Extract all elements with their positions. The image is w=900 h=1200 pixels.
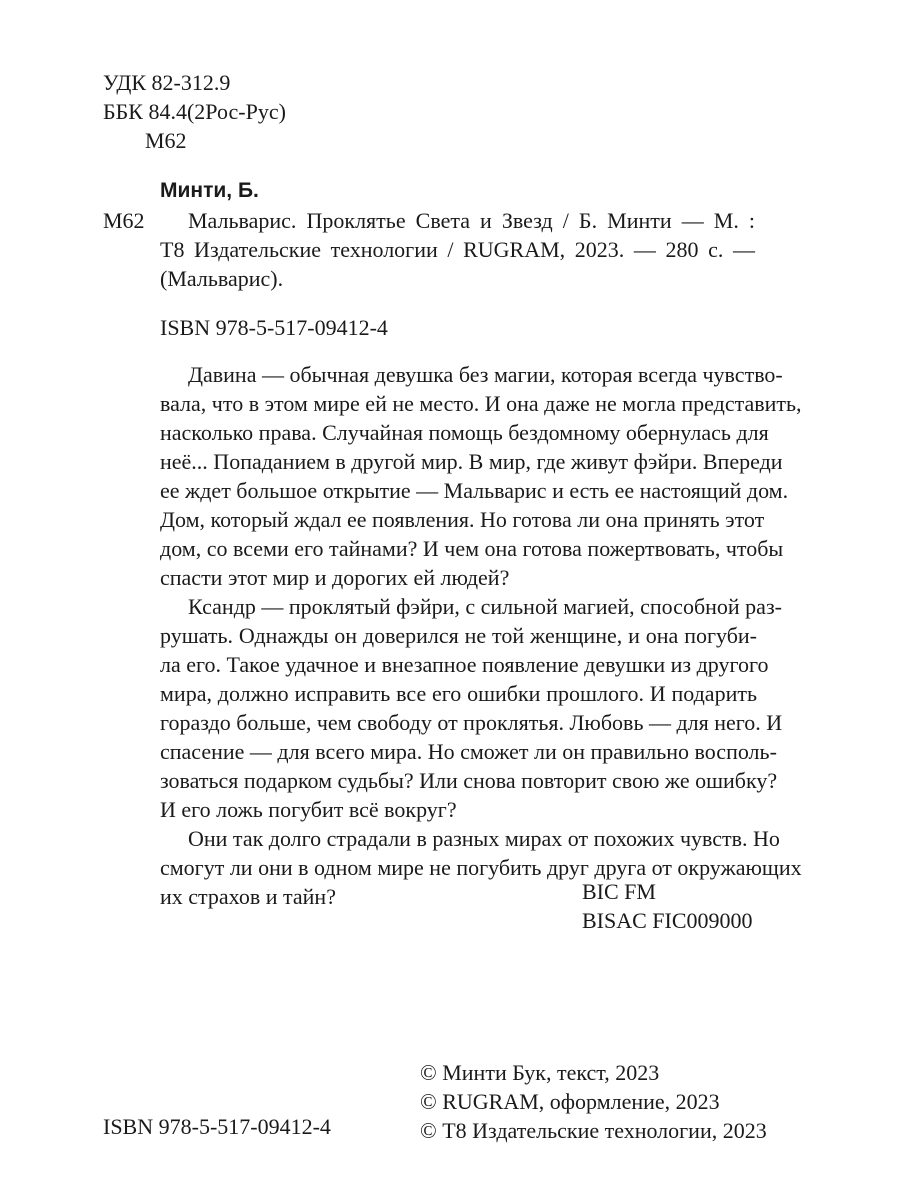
- annotation-line: смогут ли они в одном мире не погубить друг друга от окружающих: [160, 855, 802, 880]
- annotation-line: насколько права. Случайная помощь бездомному обернулась для: [160, 420, 769, 445]
- annotation-line: Ксандр — проклятый фэйри, с сильной магией, способной раз-: [188, 594, 782, 619]
- annotation-line: спасти этот мир и дорогих ей людей?: [160, 565, 510, 590]
- subject-codes: [582, 877, 753, 935]
- annotation-line: И его ложь погубит всё вокруг?: [160, 797, 457, 822]
- copyright-line: © RUGRAM, оформление, 2023: [420, 1089, 720, 1114]
- author-mark: М62: [145, 128, 187, 153]
- annotation-line: спасение — для всего мира. Но сможет ли он правильно восполь-: [160, 739, 777, 764]
- annotation-line: гораздо больше, чем свободу от проклятья. Любовь — для него. И: [160, 710, 783, 735]
- annotation-line: рушать. Однажды он доверился не той женщине, и она погуби-: [160, 623, 757, 648]
- annotation-paragraph: [160, 360, 802, 592]
- bbk-code: ББК 84.4(2Рос-Рус): [103, 99, 286, 124]
- copyright-line: © Минти Бук, текст, 2023: [420, 1060, 660, 1085]
- bisac-code: BISAC FIC009000: [582, 908, 753, 933]
- annotation-line: Дом, который ждал ее появления. Но готова ли она принять этот: [160, 507, 765, 532]
- udk-code: УДК 82-312.9: [103, 70, 231, 95]
- bibliographic-description: [160, 206, 755, 293]
- classification-block: [103, 68, 286, 155]
- annotation-line: мира, должно исправить все его ошибки прошлого. И подарить: [160, 681, 757, 706]
- catalog-code: М62: [103, 208, 145, 233]
- annotation-line: Они так долго страдали в разных мирах от похожих чувств. Но: [188, 826, 780, 851]
- copyright-line: © Т8 Издательские технологии, 2023: [420, 1118, 767, 1143]
- biblio-line: Т8 Издательские технологии / RUGRAM, 2023. — 280 с. —: [160, 237, 755, 262]
- annotation-line: ла его. Такое удачное и внезапное появление девушки из другого: [160, 652, 769, 677]
- annotation-line: их страхов и тайн?: [160, 884, 336, 909]
- annotation-line: вала, что в этом мире ей не место. И она даже не могла представить,: [160, 391, 802, 416]
- copyright-block: [420, 1058, 767, 1145]
- annotation-line: ее ждет большое открытие — Мальварис и есть ее настоящий дом.: [160, 478, 789, 503]
- annotation-line: Давина — обычная девушка без магии, которая всегда чувство-: [188, 362, 783, 387]
- annotation-line: неё... Попаданием в другой мир. В мир, где живут фэйри. Впереди: [160, 449, 783, 474]
- annotation-line: дом, со всеми его тайнами? И чем она готова пожертвовать, чтобы: [160, 536, 784, 561]
- catalog-author: Минти, Б.: [160, 179, 259, 202]
- biblio-line: (Мальварис).: [160, 266, 284, 291]
- annotation-paragraph: [160, 592, 783, 824]
- bic-code: BIC FM: [582, 879, 656, 904]
- footer-isbn: ISBN 978-5-517-09412-4: [103, 1114, 331, 1139]
- biblio-line: Мальварис. Проклятье Света и Звезд / Б. Минти — М. :: [188, 208, 755, 233]
- annotation-line: зоваться подарком судьбы? Или снова повторит свою же ошибку?: [160, 768, 778, 793]
- catalog-isbn: ISBN 978-5-517-09412-4: [160, 315, 388, 340]
- annotation: [160, 360, 802, 911]
